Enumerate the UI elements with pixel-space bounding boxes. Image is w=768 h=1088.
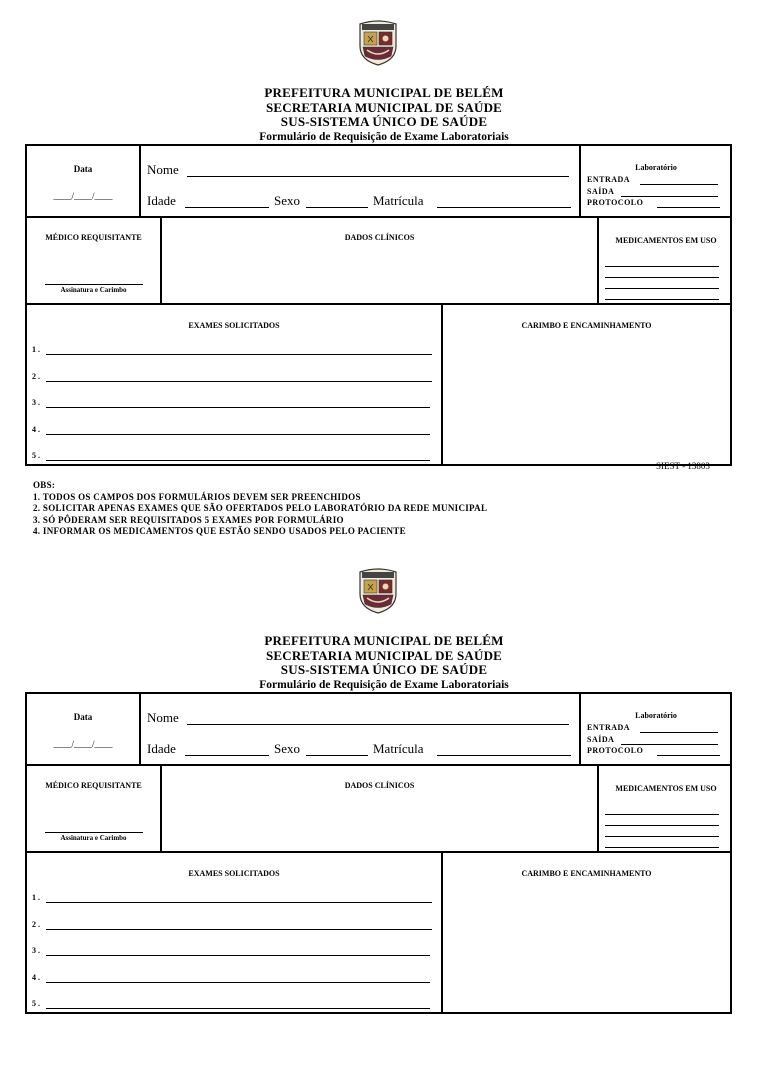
exam-field[interactable] (46, 902, 432, 903)
medication-line-1[interactable] (605, 814, 719, 815)
exit-field[interactable] (621, 196, 718, 197)
exam-field[interactable] (46, 434, 430, 435)
exam-number: 4 . (32, 424, 40, 434)
sex-field[interactable] (306, 755, 368, 756)
entry-label: ENTRADA (587, 723, 631, 732)
age-field[interactable] (185, 207, 269, 208)
exit-label: SAÍDA (587, 187, 615, 196)
header-line-2: SECRETARIA MUNICIPAL DE SAÚDE (265, 647, 503, 663)
requisition-form (0, 568, 768, 1088)
age-label: Idade (147, 193, 176, 208)
belem-coat-of-arms-icon (355, 20, 401, 66)
protocol-label: PROTOCOLO (587, 746, 644, 755)
header-line-3: SUS-SISTEMA ÚNICO DE SAÚDE (280, 662, 488, 677)
exam-row (32, 345, 434, 359)
sex-label: Sexo (274, 741, 300, 756)
form-title: Formulário de Requisição de Exame Laboratoriais (259, 130, 509, 143)
exams-section (25, 851, 732, 1014)
lab-label: Laboratório (635, 711, 677, 720)
obs-title: OBS: (33, 480, 56, 490)
signature-field[interactable] (45, 284, 143, 285)
signature-field[interactable] (45, 832, 143, 833)
sex-field[interactable] (306, 207, 368, 208)
medication-line-4[interactable] (605, 299, 719, 300)
exam-number: 1 . (32, 893, 40, 902)
exam-field[interactable] (46, 982, 430, 983)
lab-label: Laboratório (635, 163, 677, 172)
exam-field[interactable] (46, 354, 432, 355)
clinical-data-area[interactable] (167, 796, 592, 846)
exams-label: EXAMES SOLICITADOS (188, 869, 280, 878)
obs-item: 2. SOLICITAR APENAS EXAMES QUE SÃO OFERTADOS PELO LABORATÓRIO DA REDE MUNICIPAL (33, 503, 488, 513)
exam-row (32, 451, 434, 465)
name-label: Nome (147, 710, 179, 725)
age-field[interactable] (185, 755, 269, 756)
name-field[interactable] (187, 724, 569, 725)
clinical-section (25, 216, 732, 305)
exam-row (32, 893, 434, 907)
date-label: Data (73, 712, 93, 722)
exam-row (32, 946, 434, 960)
age-label: Idade (147, 741, 176, 756)
header-line-3: SUS-SISTEMA ÚNICO DE SAÚDE (280, 114, 488, 129)
exam-row (32, 973, 434, 987)
exam-field[interactable] (46, 407, 430, 408)
exam-number: 1 . (32, 345, 40, 354)
stamp-area[interactable] (447, 337, 727, 457)
obs-item: 1. TODOS OS CAMPOS DOS FORMULÁRIOS DEVEM SER PREENCHIDOS (33, 491, 361, 502)
registration-label: Matrícula (373, 193, 424, 208)
exit-field[interactable] (621, 744, 718, 745)
medication-line-4[interactable] (605, 847, 719, 848)
exam-row (32, 999, 434, 1013)
medication-line-1[interactable] (605, 266, 719, 267)
header-line-2: SECRETARIA MUNICIPAL DE SAÚDE (265, 99, 503, 115)
exam-field[interactable] (46, 1008, 430, 1009)
date-field[interactable]: ____/____/____ (53, 739, 113, 749)
signature-label: Assinatura e Carimbo (60, 286, 127, 294)
obs-item: 4. INFORMAR OS MEDICAMENTOS QUE ESTÃO SENDO USADOS PELO PACIENTE (33, 526, 406, 536)
patient-section (25, 144, 732, 218)
protocol-field[interactable] (657, 207, 720, 208)
exams-section (25, 303, 732, 466)
medication-line-2[interactable] (605, 825, 719, 826)
date-field[interactable]: ____/____/____ (53, 191, 113, 201)
name-label: Nome (147, 162, 179, 177)
sex-label: Sexo (274, 193, 300, 208)
header-line-1: PREFEITURA MUNICIPAL DE BELÉM (264, 633, 504, 648)
exit-label: SAÍDA (587, 735, 615, 744)
clinical-data-label: DADOS CLÍNICOS (344, 781, 415, 790)
registration-label: Matrícula (373, 741, 424, 756)
header-line-1: PREFEITURA MUNICIPAL DE BELÉM (264, 85, 504, 100)
exam-row (32, 920, 434, 934)
belem-coat-of-arms-icon (355, 568, 401, 614)
entry-label: ENTRADA (587, 175, 631, 184)
medication-line-3[interactable] (605, 836, 719, 837)
form-title: Formulário de Requisição de Exame Laboratoriais (259, 678, 509, 691)
clinical-data-label: DADOS CLÍNICOS (344, 233, 415, 242)
doctor-label: MÉDICO REQUISITANTE (45, 781, 142, 790)
form-header (0, 634, 768, 692)
exam-field[interactable] (46, 381, 432, 382)
registration-field[interactable] (437, 207, 571, 208)
exam-number: 3 . (32, 946, 40, 955)
medication-line-3[interactable] (605, 288, 719, 289)
form-code: SIEST - 13803 (656, 461, 710, 471)
exam-number: 2 . (32, 919, 40, 929)
medications-label: MEDICAMENTOS EM USO (615, 236, 717, 245)
clinical-section (25, 764, 732, 853)
exam-number: 5 . (32, 451, 40, 460)
exam-number: 3 . (32, 398, 40, 407)
exam-row (32, 398, 434, 412)
stamp-label: CARIMBO E ENCAMINHAMENTO (521, 869, 652, 878)
doctor-label: MÉDICO REQUISITANTE (45, 233, 142, 242)
exam-field[interactable] (46, 955, 430, 956)
signature-label: Assinatura e Carimbo (60, 834, 127, 842)
name-field[interactable] (187, 176, 569, 177)
exam-row (32, 372, 434, 386)
medications-label: MEDICAMENTOS EM USO (615, 784, 717, 793)
stamp-label: CARIMBO E ENCAMINHAMENTO (521, 321, 652, 330)
exams-label: EXAMES SOLICITADOS (188, 321, 280, 330)
clinical-data-area[interactable] (167, 248, 592, 298)
entry-field[interactable] (640, 732, 718, 733)
requisition-form (0, 20, 768, 540)
exam-number: 5 . (32, 999, 40, 1008)
form-header (0, 86, 768, 144)
exam-field[interactable] (46, 460, 430, 461)
stamp-area[interactable] (447, 885, 727, 1005)
protocol-label: PROTOCOLO (587, 198, 644, 207)
exam-row (32, 425, 434, 439)
exam-number: 2 . (32, 371, 40, 381)
medication-line-2[interactable] (605, 277, 719, 278)
obs-item: 3. SÓ PÔDERAM SER REQUISITADOS 5 EXAMES POR FORMULÁRIO (33, 514, 344, 525)
protocol-field[interactable] (657, 755, 720, 756)
exam-field[interactable] (46, 929, 432, 930)
entry-field[interactable] (640, 184, 718, 185)
exam-number: 4 . (32, 972, 40, 982)
date-label: Data (73, 164, 93, 174)
registration-field[interactable] (437, 755, 571, 756)
observations (33, 480, 487, 538)
patient-section (25, 692, 732, 766)
